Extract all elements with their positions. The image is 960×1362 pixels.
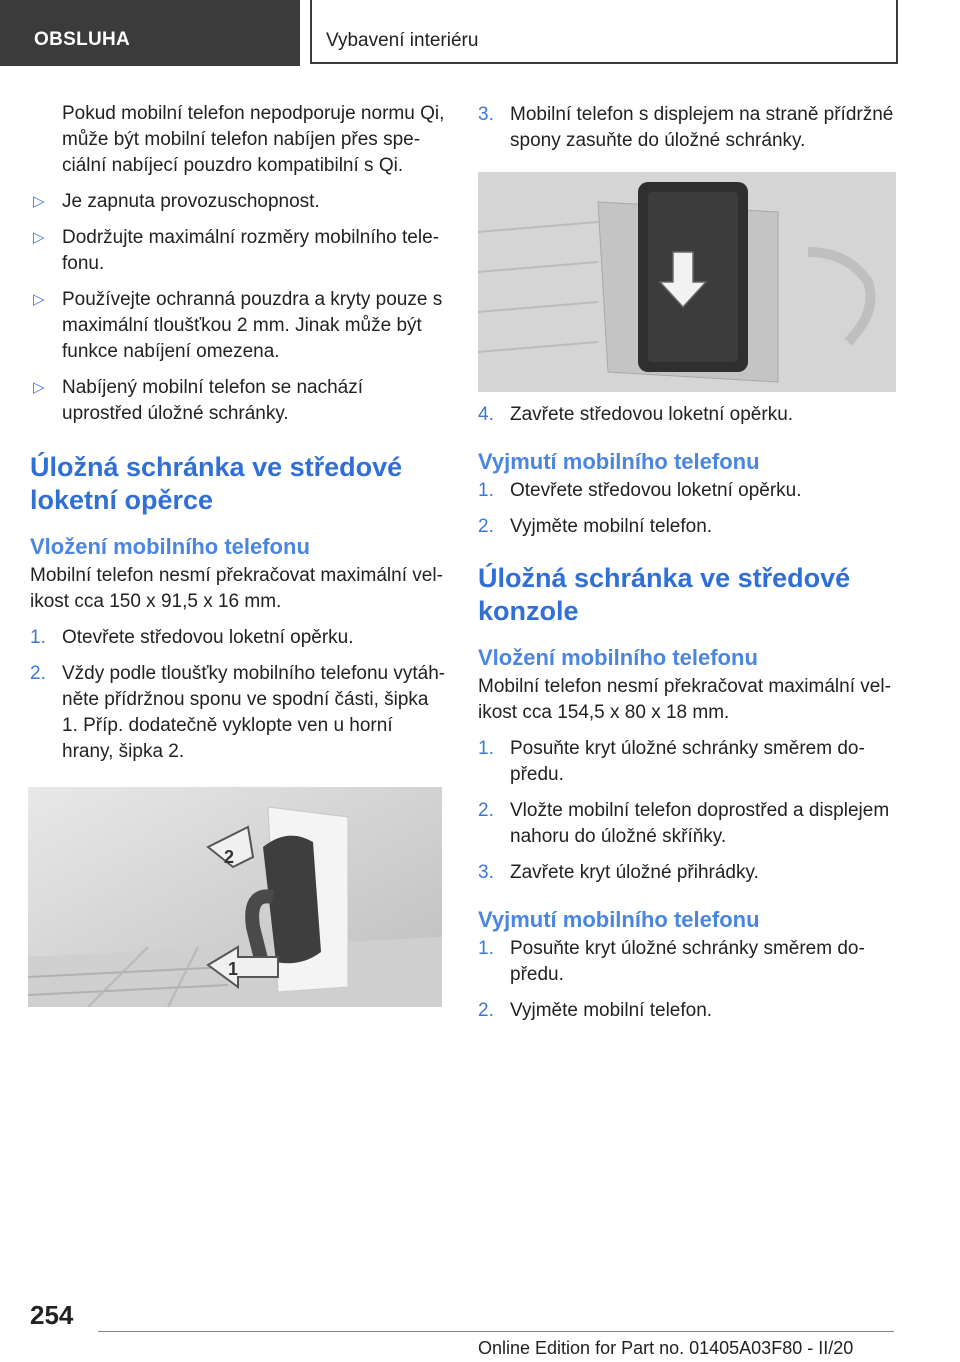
requirements-list	[30, 189, 448, 427]
insert-steps-continued	[478, 102, 896, 154]
chapter-label: Vybavení interiéru	[326, 30, 479, 51]
section-label: OBSLUHA	[34, 29, 131, 50]
right-column	[478, 96, 896, 1024]
phone-insert-illustration	[478, 172, 896, 392]
triangle-bullet-icon: ▷	[33, 291, 45, 308]
list-item: ▷ Dodržujte maximální rozměry mobilního telefonu.	[33, 227, 439, 274]
page-number: 254	[30, 1300, 74, 1330]
armrest-clip-illustration	[28, 787, 442, 1007]
list-item: 1. Posuňte kryt úložné schránky směrem dopředu.	[478, 738, 865, 785]
size-limit-text-console: Mobilní telefon nesmí překračovat maximální velikost cca 154,5 x 80 x 18 mm.	[478, 676, 891, 723]
insert-steps	[30, 625, 448, 765]
triangle-bullet-icon: ▷	[33, 193, 45, 210]
edition-note: Online Edition for Part no. 01405A03F80 - II/20	[478, 1338, 854, 1358]
phone-insert-figure	[478, 172, 896, 392]
insert-steps-console	[478, 736, 896, 886]
size-limit-text: Mobilní telefon nesmí překračovat maximální velikost cca 150 x 91,5 x 16 mm.	[30, 565, 443, 612]
close-armrest-step	[478, 402, 896, 428]
list-item: 2. Vyjměte mobilní telefon.	[478, 1000, 713, 1021]
list-item: 3. Mobilní telefon s displejem na straně přídržné spony zasuňte do úložné schránky.	[478, 104, 894, 151]
list-item: 2. Vždy podle tloušťky mobilního telefonu vytáhněte přídržnou sponu ve spodní části, šipka 1. Příp. dodatečně vyklopte ven u horní hrany, šipka 2.	[30, 663, 446, 762]
section-heading-console: Úložná schránka ve středové konzole	[478, 563, 851, 626]
list-item: ▷ Je zapnuta provozuschopnost.	[30, 189, 448, 215]
chapter-tab	[310, 0, 898, 64]
arrow-1-label: 1	[228, 959, 239, 979]
list-item: ▷ Nabíjený mobilní telefon se nachází uprostřed úložné schránky.	[33, 377, 364, 424]
remove-steps-console	[478, 936, 896, 1024]
list-item: 1. Otevřete středovou loketní opěrku.	[30, 627, 354, 648]
subheading-remove-phone-console: Vyjmutí mobilního telefonu	[478, 907, 760, 932]
list-item: 2. Vložte mobilní telefon doprostřed a displejem nahoru do úložné skříňky.	[478, 800, 890, 847]
footer-divider	[98, 1331, 894, 1332]
subheading-insert-phone: Vložení mobilního telefonu	[30, 534, 310, 559]
remove-steps-armrest	[478, 478, 896, 540]
list-item: ▷ Používejte ochranná pouzdra a kryty pouze s maximální tloušťkou 2 mm. Jinak může být funkce nabíjení omezena.	[33, 289, 443, 362]
page-header	[0, 0, 960, 66]
left-column	[30, 96, 448, 1007]
list-item: 2. Vyjměte mobilní telefon.	[478, 516, 713, 537]
list-item: 4. Zavřete středovou loketní opěrku.	[478, 404, 794, 425]
section-heading-armrest: Úložná schránka ve středové loketní opěrce	[30, 452, 403, 515]
armrest-clip-figure	[28, 787, 442, 1007]
list-item: 1. Posuňte kryt úložné schránky směrem dopředu.	[478, 938, 865, 985]
list-item: 1. Otevřete středovou loketní opěrku.	[478, 480, 802, 501]
triangle-bullet-icon: ▷	[33, 379, 45, 396]
section-tab	[0, 0, 300, 66]
intro-paragraph: Pokud mobilní telefon nepodporuje normu Qi, může být mobilní telefon nabíjen přes speciální nabíjecí pouzdro kompatibilní s Qi.	[62, 103, 445, 176]
subheading-remove-phone-armrest: Vyjmutí mobilního telefonu	[478, 449, 760, 474]
list-item: 3. Zavřete kryt úložné přihrádky.	[478, 862, 759, 883]
arrow-2-label: 2	[224, 847, 235, 867]
subheading-insert-phone-console: Vložení mobilního telefonu	[478, 645, 758, 670]
triangle-bullet-icon: ▷	[33, 229, 45, 246]
